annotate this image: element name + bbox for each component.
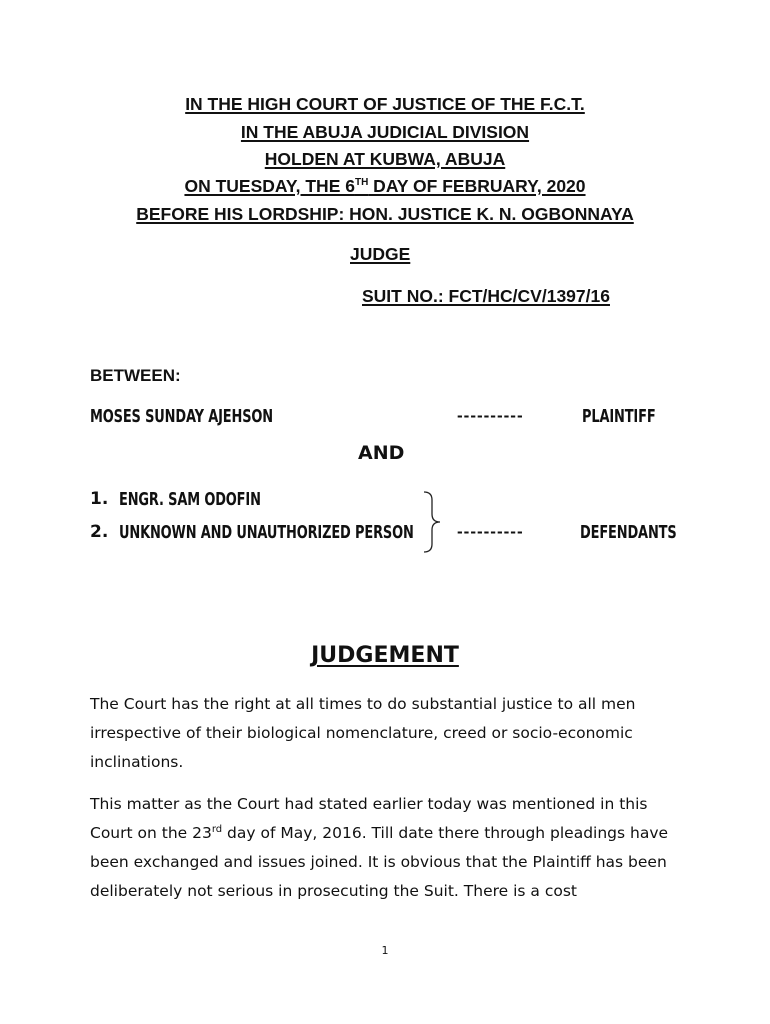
judgement-title: JUDGEMENT — [311, 643, 459, 668]
date-line-pre: ON TUESDAY, THE 6 — [184, 176, 355, 196]
holden-line: HOLDEN AT KUBWA, ABUJA — [264, 149, 506, 169]
judge-label: JUDGE — [350, 244, 411, 264]
defendant-2-number: 2. — [90, 522, 109, 542]
paragraph-2-post: day of May, 2016. Till date there through pleadings have been exchanged and issues joined. It is obvious that the Plaintiff has been deliberately not serious in prosecuting the Suit. There is a cost — [90, 824, 669, 900]
paragraph-2-pre: This matter as the Court had stated earlier today was mentioned in this Court on the 23 — [90, 795, 648, 842]
defendant-2-name: UNKNOWN AND UNAUTHORIZED PERSON — [119, 522, 414, 543]
judgement-paragraph-1: The Court has the right at all times to do substantial justice to all men irrespective of their biological nomenclature, creed or socio-economic inclinations. — [90, 695, 636, 771]
court-title: IN THE HIGH COURT OF JUSTICE OF THE F.C.T. — [185, 94, 585, 114]
date-line-post: DAY OF FEBRUARY, 2020 — [368, 176, 586, 196]
curly-brace-icon — [422, 490, 444, 554]
defendant-1-number: 1. — [90, 489, 109, 509]
between-label: BETWEEN: — [90, 366, 181, 385]
date-line — [0, 176, 770, 197]
paragraph-2-sup: rd — [211, 823, 223, 835]
defendant-dashes: ---------- — [457, 522, 524, 541]
plaintiff-role: PLAINTIFF — [582, 406, 656, 427]
defendant-1-name: ENGR. SAM ODOFIN — [119, 489, 261, 510]
plaintiff-name: MOSES SUNDAY AJEHSON — [90, 406, 273, 427]
page-number: 1 — [381, 944, 389, 957]
defendant-role: DEFENDANTS — [580, 522, 677, 543]
plaintiff-dashes: ---------- — [457, 406, 524, 425]
lordship-line: BEFORE HIS LORDSHIP: HON. JUSTICE K. N. OGBONNAYA — [136, 204, 634, 224]
division-line: IN THE ABUJA JUDICIAL DIVISION — [240, 122, 530, 142]
judgement-paragraph-2 — [90, 790, 690, 906]
and-label: AND — [358, 442, 405, 464]
date-line-sup: TH — [354, 177, 369, 189]
suit-number: SUIT NO.: FCT/HC/CV/1397/16 — [362, 286, 610, 306]
